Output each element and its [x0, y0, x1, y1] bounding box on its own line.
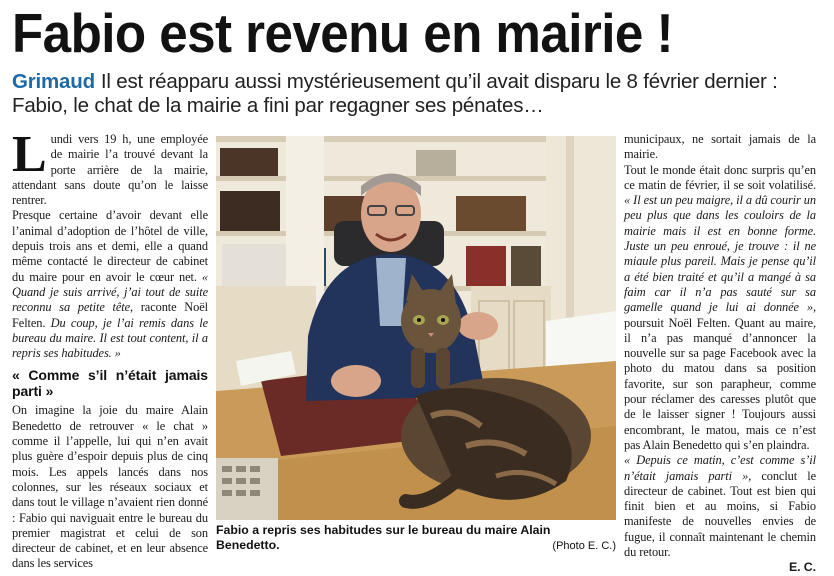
subheading: « Comme s’il n’était jamais parti » — [12, 367, 208, 400]
paragraph-text: Presque certaine d’avoir devant elle l’animal d’adoption de l’hôtel de ville, depuis trois ans et demi, elle a quand même contacté le directeur de cabinet du maire pour en avoir le cœur net. — [12, 208, 208, 284]
lead-text: Il est réapparu aussi mystérieusement qu’il avait disparu le 8 février dernier : Fabio, le chat de la mairie a fini par regagner ses pénates… — [12, 70, 778, 117]
article-paragraph — [12, 208, 208, 361]
article-column-1 — [12, 126, 208, 572]
paragraph-text: Tout le monde était donc surpris qu’en ce matin de février, il se soit volatilisé. — [624, 162, 816, 192]
lead-paragraph — [12, 70, 824, 118]
article-paragraph — [624, 453, 816, 560]
article-photo — [216, 136, 616, 520]
article-paragraph: municipaux, ne sortait jamais de la mairie. — [624, 132, 816, 162]
caption-text: Fabio a repris ses habitudes sur le bureau du maire Alain Benedetto. — [216, 523, 551, 552]
quote-text: « Quand je suis arrivé, j’ai tout de suite reconnu sa petite tête — [12, 269, 208, 315]
kicker-location: Grimaud — [12, 70, 95, 93]
article-paragraph — [624, 163, 816, 454]
article-paragraph: On imagine la joie du maire Alain Benedetto de retrouver « le chat » comme il l’appelle, lui qui n’en avait plus guère d’espoir depuis plus de cinq mois. Les appels lancés dans nos colonnes, sur les réseaux sociaux et dans tout le village n’avaient rien donné : Fabio qui naviguait entre le bureau du premier magistrat et celui de son directeur de cabinet, et en leur absence dans les services — [12, 403, 208, 571]
quote-text: « Depuis ce matin, c’est comme s’il n’était jamais parti » — [624, 453, 816, 483]
paragraph-text: , conclut le directeur de cabinet. Tout est bien qui finit bien et au moins, si Fabio manifeste de nouvelles envies de fugue, il connaît maintenant le chemin du retour. — [624, 468, 816, 560]
paragraph-text: , raconte Noël Felten. — [12, 300, 208, 330]
headline: Fabio est revenu en mairie ! — [12, 2, 673, 64]
dropcap: L — [12, 126, 47, 183]
photo-illustration — [216, 136, 616, 520]
quote-text: « Il est un peu maigre, il a dû courir un peu plus que dans les couloirs de la mairie mais il est en bonne forme. Juste un peu enroué, je trouve : il ne miaule plus pareil. Mais je pense qu’il a été bien traité et qu’il a mangé à sa faim car il n’a pas sauté sur sa gamelle quand je lui ai donnée » — [624, 193, 816, 315]
article-column-3 — [624, 132, 816, 576]
article-paragraph — [12, 126, 208, 208]
paragraph-text: undi vers 19 h, une employée de mairie l’a trouvé devant la porte arrière de la mairie, attendant sans doute qu’on le laisse rentrer. — [12, 132, 208, 208]
photo-caption — [216, 523, 616, 553]
quote-text: Du coup, je l’ai remis dans le bureau du maire. Il est tout content, il a repris ses habitudes. » — [12, 315, 208, 361]
author-signature: E. C. — [788, 560, 816, 575]
paragraph-text: , poursuit Noël Felten. Quant au maire, il n’a pas manqué d’annoncer la nouvelle sur sa page Facebook avec la photo du matou dans sa position favorite, sur son parapheur, comme pour réclamer des caresses plutôt que de le laisser signer ! Toujours aussi encombrant, le matou, mais ce n’est pas Alain Benedetto qui s’en plaindra. — [624, 300, 816, 452]
photo-credit: (Photo E. C.) — [552, 540, 616, 552]
